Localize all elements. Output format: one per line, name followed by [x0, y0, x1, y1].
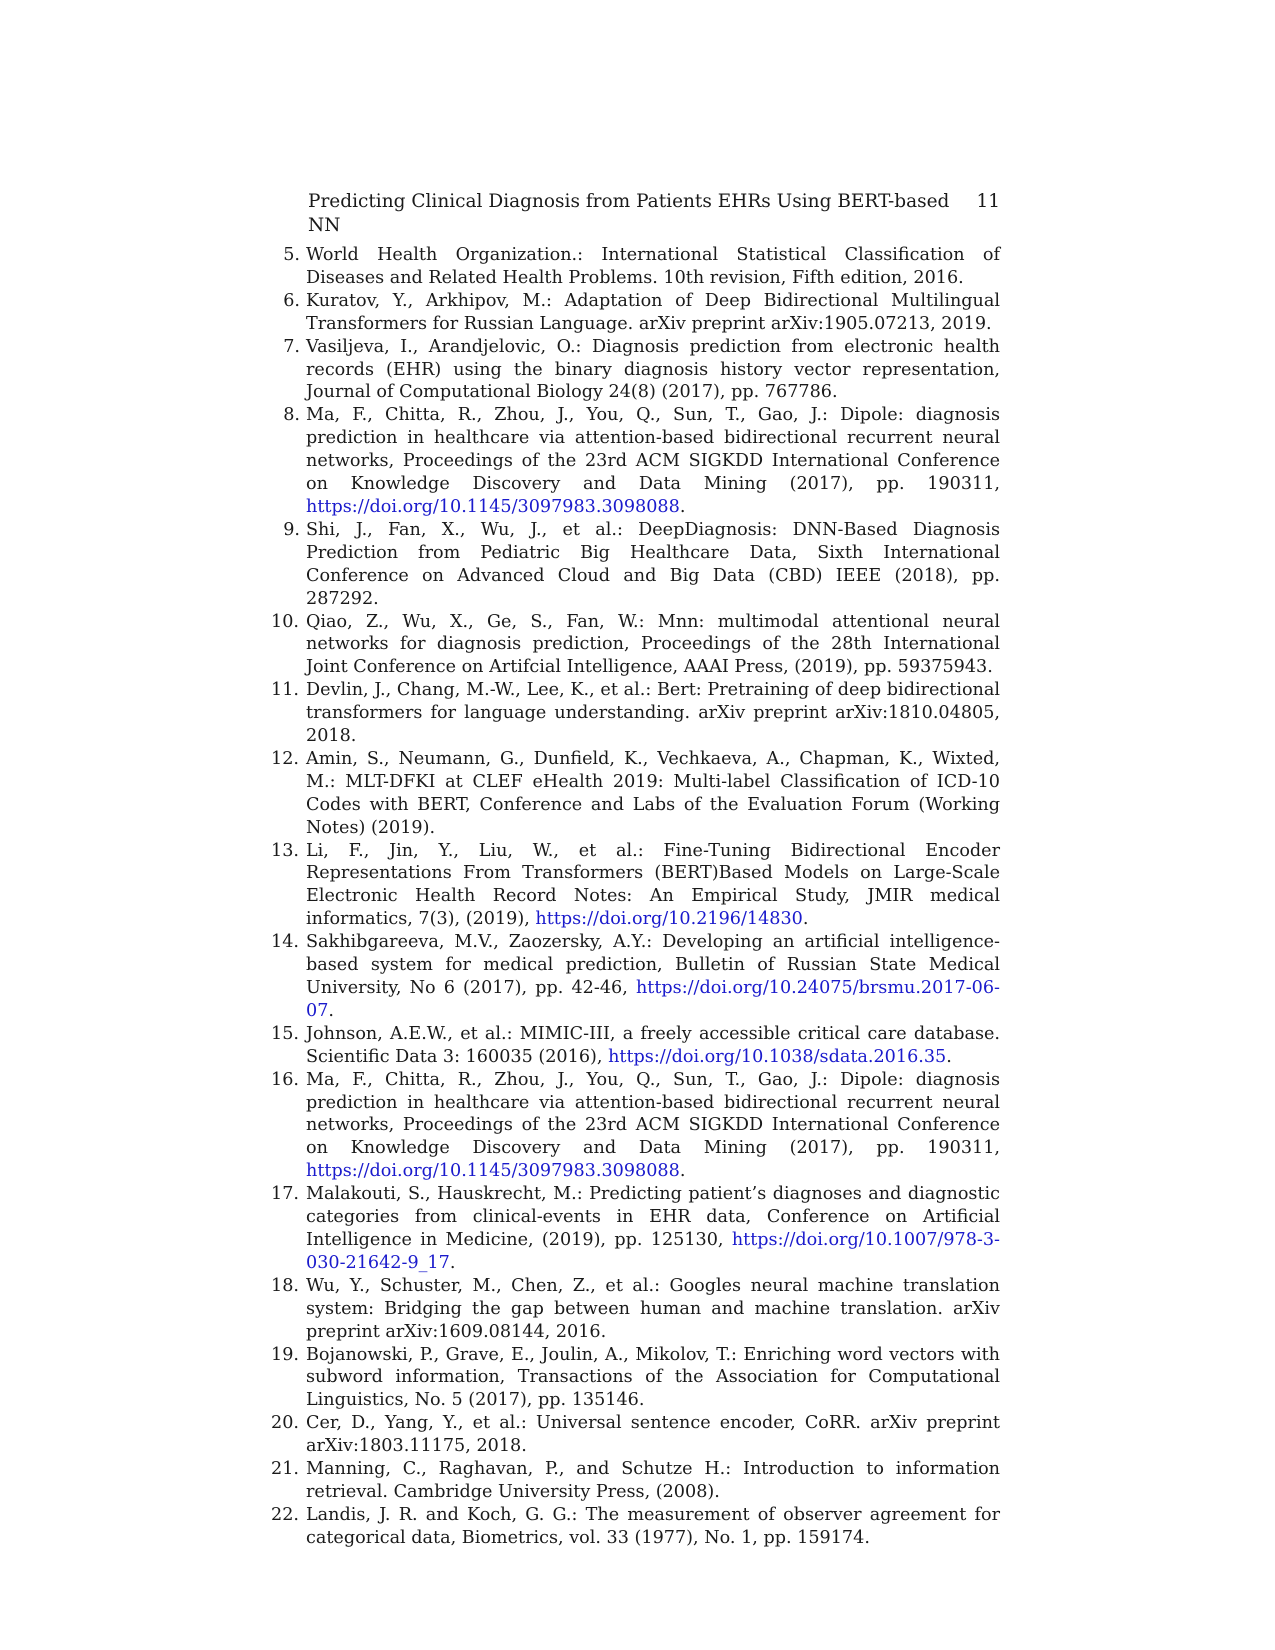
reference-tail: . [328, 1000, 334, 1021]
reference-item [270, 1069, 1000, 1184]
reference-item [270, 290, 1000, 336]
reference-number: 12. [271, 748, 299, 769]
reference-number: 22. [271, 1504, 299, 1525]
reference-number: 10. [271, 611, 299, 632]
running-head [308, 190, 1000, 238]
reference-number: 7. [283, 336, 300, 357]
reference-text: Li, F., Jin, Y., Liu, W., et al.: Fine-Tuning Bidirectional Encoder Representations From Transformers (BERT)Based Models on Large-Scale Electronic Health Record Notes: An Empirical Study, JMIR medical informatics, 7(3), (2019), [306, 840, 1000, 930]
reference-item [270, 1458, 1000, 1504]
reference-item [270, 1412, 1000, 1458]
reference-item [270, 244, 1000, 290]
reference-text: Landis, J. R. and Koch, G. G.: The measurement of observer agreement for categorical data, Biometrics, vol. 33 (1977), No. 1, pp. 159174. [306, 1504, 1000, 1548]
doi-link[interactable]: https://doi.org/10.1007/978-3-030-21642-9_17 [306, 1229, 1000, 1273]
reference-text: Johnson, A.E.W., et al.: MIMIC-III, a freely accessible critical care database. Scientific Data 3: 160035 (2016), [306, 1023, 1000, 1067]
reference-item [270, 1023, 1000, 1069]
reference-text: Shi, J., Fan, X., Wu, J., et al.: DeepDiagnosis: DNN-Based Diagnosis Prediction from Pediatric Big Healthcare Data, Sixth International Conference on Advanced Cloud and Big Data (CBD) IEEE (2018), pp. 287292. [306, 519, 1000, 609]
reference-text: Ma, F., Chitta, R., Zhou, J., You, Q., Sun, T., Gao, J.: Dipole: diagnosis prediction in healthcare via attention-based bidirectional recurrent neural networks, Proceedings of the 23rd ACM SIGKDD International Conference on Knowledge Discovery and Data Mining (2017), pp. 190311, [306, 1069, 1000, 1159]
reference-text: Bojanowski, P., Grave, E., Joulin, A., Mikolov, T.: Enriching word vectors with subword information, Transactions of the Association for Computational Linguistics, No. 5 (2017), pp. 135146. [306, 1344, 1000, 1411]
reference-list [270, 244, 1000, 1550]
reference-item [270, 1183, 1000, 1275]
reference-number: 21. [271, 1459, 299, 1480]
reference-text: Amin, S., Neumann, G., Dunfield, K., Vechkaeva, A., Chapman, K., Wixted, M.: MLT-DFKI at CLEF eHealth 2019: Multi-label Classification of ICD-10 Codes with BERT, Conference and Labs of the Evaluation Forum (Working Notes) (2019). [306, 748, 1000, 838]
reference-item [270, 748, 1000, 840]
reference-text: Qiao, Z., Wu, X., Ge, S., Fan, W.: Mnn: multimodal attentional neural networks for diagnosis prediction, Proceedings of the 28th International Joint Conference on Artifcial Intelligence, AAAI Press, (2019), pp. 59375943. [306, 611, 1000, 678]
reference-item [270, 931, 1000, 1023]
reference-number: 19. [271, 1344, 299, 1365]
reference-item [270, 404, 1000, 519]
reference-item [270, 336, 1000, 405]
reference-item [270, 611, 1000, 680]
reference-item [270, 519, 1000, 611]
reference-number: 17. [271, 1184, 299, 1205]
reference-tail: . [802, 909, 809, 930]
page-number: 11 [976, 191, 1000, 212]
doi-link[interactable]: https://doi.org/10.24075/brsmu.2017-06-07 [306, 978, 1000, 1021]
reference-tail: . [449, 1252, 456, 1273]
reference-text: Malakouti, S., Hauskrecht, M.: Predicting patient’s diagnoses and diagnostic categories from clinical-events in EHR data, Conference on Artificial Intelligence in Medicine, (2019), pp. 125130, [306, 1184, 1000, 1250]
reference-item [270, 1504, 1000, 1550]
reference-number: 8. [283, 405, 300, 426]
doi-link[interactable]: https://doi.org/10.1145/3097983.3098088 [306, 1161, 680, 1182]
doi-link[interactable]: https://doi.org/10.2196/14830 [535, 909, 803, 930]
reference-text: Sakhibgareeva, M.V., Zaozersky, A.Y.: Developing an artificial intelligence-based system for medical prediction, Bulletin of Russian State Medical University, No 6 (2017), pp. 42-46, [306, 932, 1000, 998]
reference-text: Wu, Y., Schuster, M., Chen, Z., et al.: Googles neural machine translation system: Bridging the gap between human and machine translation. arXiv preprint arXiv:1609.08144, 2016. [306, 1275, 1000, 1342]
reference-text: Kuratov, Y., Arkhipov, M.: Adaptation of Deep Bidirectional Multilingual Transformers for Russian Language. arXiv preprint arXiv:1905.07213, 2019. [306, 290, 1000, 334]
reference-text: Ma, F., Chitta, R., Zhou, J., You, Q., Sun, T., Gao, J.: Dipole: diagnosis prediction in healthcare via attention-based bidirectional recurrent neural networks, Proceedings of the 23rd ACM SIGKDD International Conference on Knowledge Discovery and Data Mining (2017), pp. 190311, [306, 405, 1000, 495]
doi-link[interactable]: https://doi.org/10.1038/sdata.2016.35 [608, 1046, 947, 1067]
reference-number: 11. [271, 680, 299, 701]
reference-number: 18. [271, 1275, 299, 1296]
reference-text: Manning, C., Raghavan, P., and Schutze H.: Introduction to information retrieval. Cambridge University Press, (2008). [306, 1459, 1000, 1502]
reference-tail: . [679, 496, 686, 517]
reference-item [270, 840, 1000, 932]
reference-text: Vasiljeva, I., Arandjelovic, O.: Diagnosis prediction from electronic health records (EHR) using the binary diagnosis history vector representation, Journal of Computational Biology 24(8) (2017), pp. 767786. [306, 336, 1000, 403]
reference-text: World Health Organization.: International Statistical Classification of Diseases and Related Health Problems. 10th revision, Fifth edition, 2016. [306, 245, 1000, 288]
reference-number: 20. [271, 1413, 299, 1434]
reference-number: 15. [271, 1023, 299, 1044]
reference-text: Devlin, J., Chang, M.-W., Lee, K., et al.: Bert: Pretraining of deep bidirectional transformers for language understanding. arXiv preprint arXiv:1810.04805, 2018. [306, 680, 1000, 747]
reference-number: 9. [283, 519, 300, 540]
reference-number: 16. [271, 1069, 299, 1090]
running-title: Predicting Clinical Diagnosis from Patients EHRs Using BERT-based NN [308, 191, 950, 236]
reference-item [270, 1344, 1000, 1413]
reference-tail: . [679, 1161, 686, 1182]
reference-number: 13. [271, 840, 299, 861]
reference-item [270, 1275, 1000, 1344]
reference-item [270, 679, 1000, 748]
reference-number: 14. [271, 932, 299, 953]
reference-number: 5. [283, 245, 300, 265]
reference-tail: . [946, 1046, 952, 1067]
doi-link[interactable]: https://doi.org/10.1145/3097983.3098088 [306, 496, 680, 517]
reference-number: 6. [283, 290, 300, 311]
reference-text: Cer, D., Yang, Y., et al.: Universal sentence encoder, CoRR. arXiv preprint arXiv:1803.11175, 2018. [306, 1413, 1000, 1457]
